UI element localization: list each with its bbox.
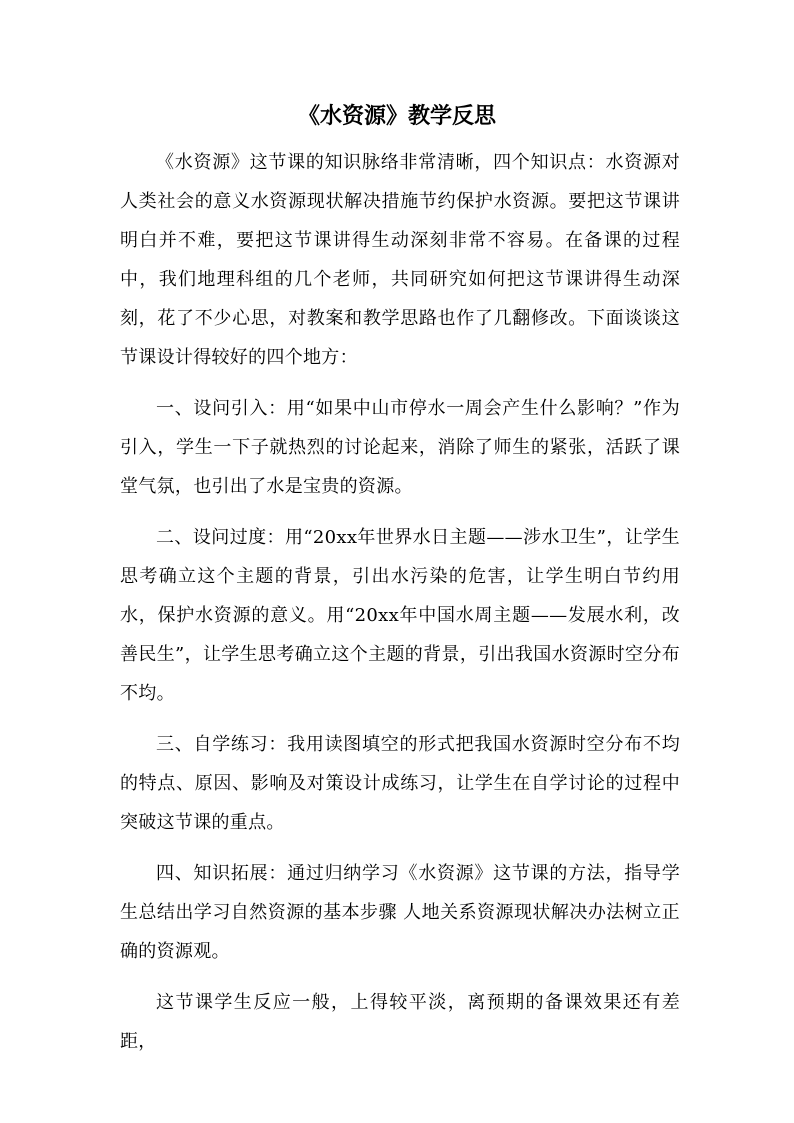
- paragraph-conclusion: 这节课学生反应一般，上得较平淡，离预期的备课效果还有差距，: [120, 992, 680, 1052]
- paragraph-point-2: 二、设问过度：用“20xx年世界水日主题——涉水卫生”，让学生思考确立这个主题的背景，引出水污染的危害，让学生明白节约用水，保护水资源的意义。用“20xx年中国水周主题——发展水利，改善民生”，让学生思考确立这个主题的背景，引出我国水资源时空分布不均。: [120, 527, 680, 704]
- document-title: 《水资源》教学反思: [297, 103, 496, 129]
- document-body: [120, 143, 680, 1071]
- paragraph-point-3: 三、自学练习：我用读图填空的形式把我国水资源时空分布不均的特点、原因、影响及对策设计成练习，让学生在自学讨论的过程中突破这节课的重点。: [120, 734, 680, 833]
- paragraph-point-4: 四、知识拓展：通过归纳学习《水资源》这节课的方法，指导学生总结出学习自然资源的基本步骤 人地关系资源现状解决办法树立正确的资源观。: [120, 863, 680, 962]
- paragraph-intro: 《水资源》这节课的知识脉络非常清晰，四个知识点：水资源对人类社会的意义水资源现状解决措施节约保护水资源。要把这节课讲明白并不难，要把这节课讲得生动深刻非常不容易。在备课的过程中，我们地理科组的几个老师，共同研究如何把这节课讲得生动深刻，花了不少心思，对教案和教学思路也作了几翻修改。下面谈谈这节课设计得较好的四个地方：: [120, 152, 680, 368]
- paragraph-point-1: 一、设问引入：用“如果中山市停水一周会产生什么影响？”作为引入，学生一下子就热烈的讨论起来，消除了师生的紧张，活跃了课堂气氛，也引出了水是宝贵的资源。: [120, 398, 680, 497]
